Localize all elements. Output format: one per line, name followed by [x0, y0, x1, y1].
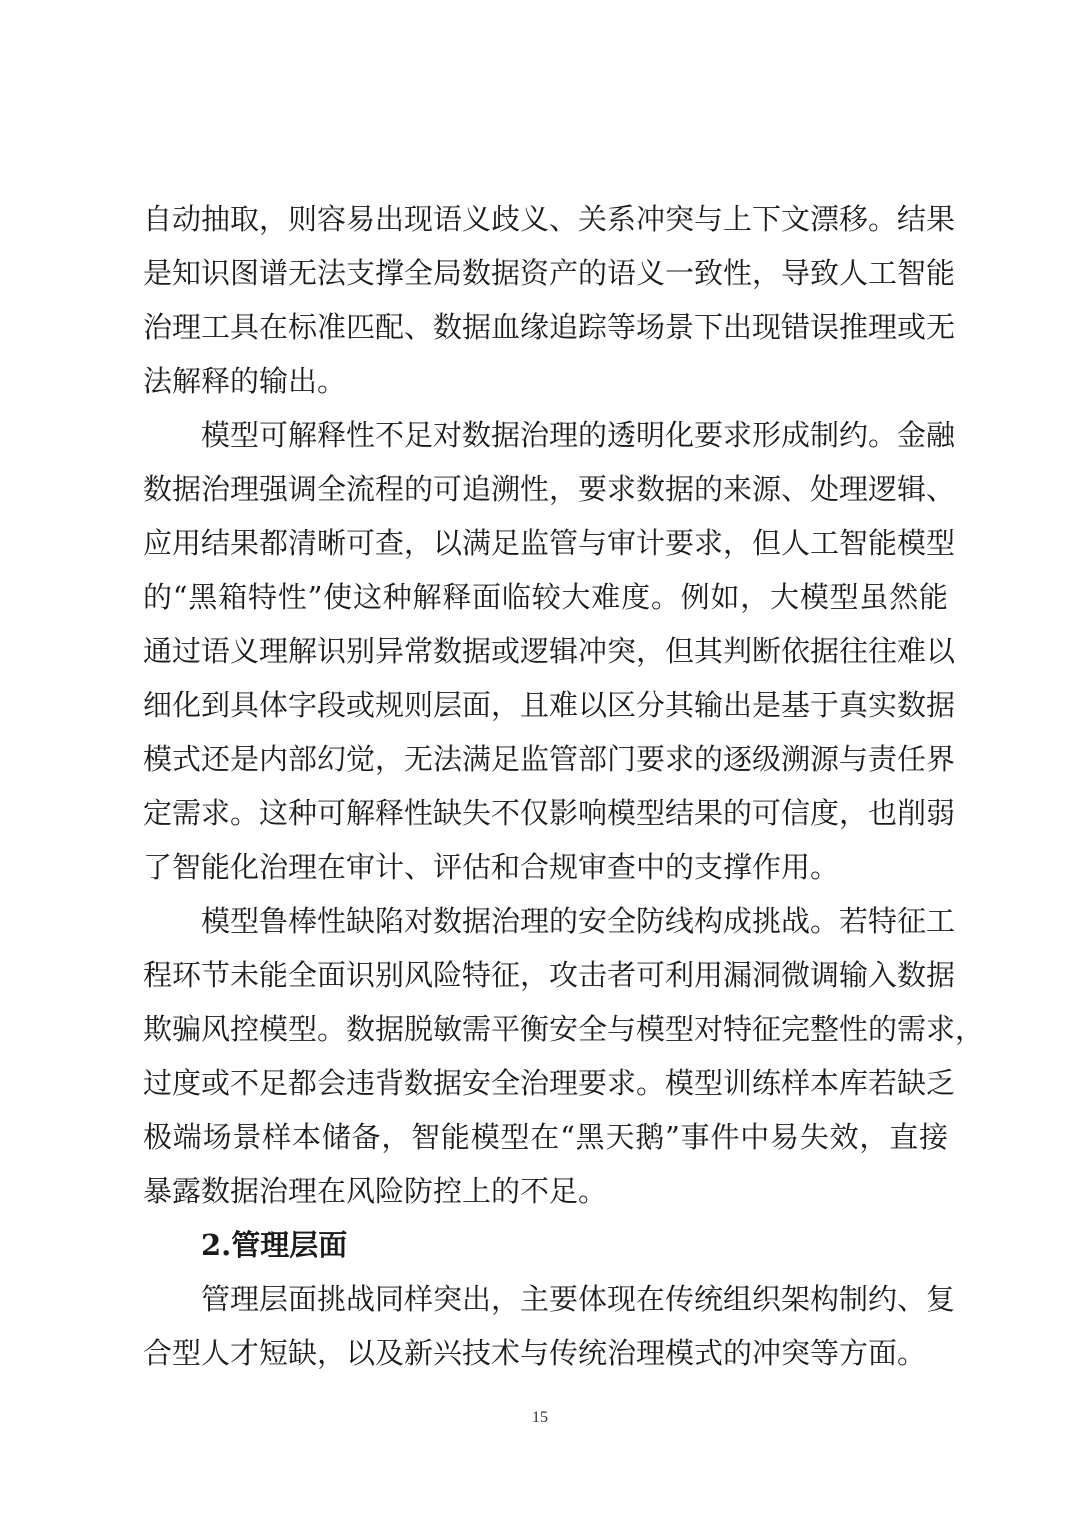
text-line: 通过语义理解识别异常数据或逻辑冲突，但其判断依据往往难以 — [143, 634, 956, 668]
text-line: 法解释的输出。 — [143, 364, 347, 398]
text-line: 了智能化治理在审计、评估和合规审查中的支撑作用。 — [143, 850, 840, 884]
paragraph-continuation — [143, 192, 956, 408]
text-line: 合型人才短缺，以及新兴技术与传统治理模式的冲突等方面。 — [143, 1336, 927, 1370]
section-heading: 2.管理层面 — [201, 1228, 348, 1262]
text-line: 模型可解释性不足对数据治理的透明化要求形成制约。金融 — [201, 418, 956, 452]
text-line: 模型鲁棒性缺陷对数据治理的安全防线构成挑战。若特征工 — [201, 904, 956, 938]
text-line: 欺骗风控模型。数据脱敏需平衡安全与模型对特征完整性的需求， — [143, 1012, 985, 1046]
text-line: 极端场景样本储备，智能模型在“黑天鹅”事件中易失效，直接 — [143, 1120, 948, 1154]
text-line: 自动抽取，则容易出现语义歧义、关系冲突与上下文漂移。结果 — [143, 202, 956, 236]
text-line: 治理工具在标准匹配、数据血缘追踪等场景下出现错误推理或无 — [143, 310, 956, 344]
text-line: 模式还是内部幻觉，无法满足监管部门要求的逐级溯源与责任界 — [143, 742, 956, 776]
text-line: 定需求。这种可解释性缺失不仅影响模型结果的可信度，也削弱 — [143, 796, 956, 830]
text-line: 暴露数据治理在风险防控上的不足。 — [143, 1174, 608, 1208]
paragraph-robustness — [143, 894, 985, 1218]
text-line: 程环节未能全面识别风险特征，攻击者可利用漏洞微调输入数据 — [143, 958, 956, 992]
text-line: 是知识图谱无法支撑全局数据资产的语义一致性，导致人工智能 — [143, 256, 956, 290]
text-line: 细化到具体字段或规则层面，且难以区分其输出是基于真实数据 — [143, 688, 956, 722]
body-text — [143, 192, 985, 1380]
text-line: 应用结果都清晰可查，以满足监管与审计要求，但人工智能模型 — [143, 526, 956, 560]
text-line: 数据治理强调全流程的可追溯性，要求数据的来源、处理逻辑、 — [143, 472, 956, 506]
text-line: 的“黑箱特性”使这种解释面临较大难度。例如，大模型虽然能 — [143, 580, 948, 614]
paragraph-explainability — [143, 408, 956, 894]
text-line: 管理层面挑战同样突出，主要体现在传统组织架构制约、复 — [201, 1282, 956, 1316]
page-number: 15 — [532, 1409, 548, 1426]
paragraph-management — [143, 1272, 956, 1380]
text-line: 过度或不足都会违背数据安全治理要求。模型训练样本库若缺乏 — [143, 1066, 956, 1100]
